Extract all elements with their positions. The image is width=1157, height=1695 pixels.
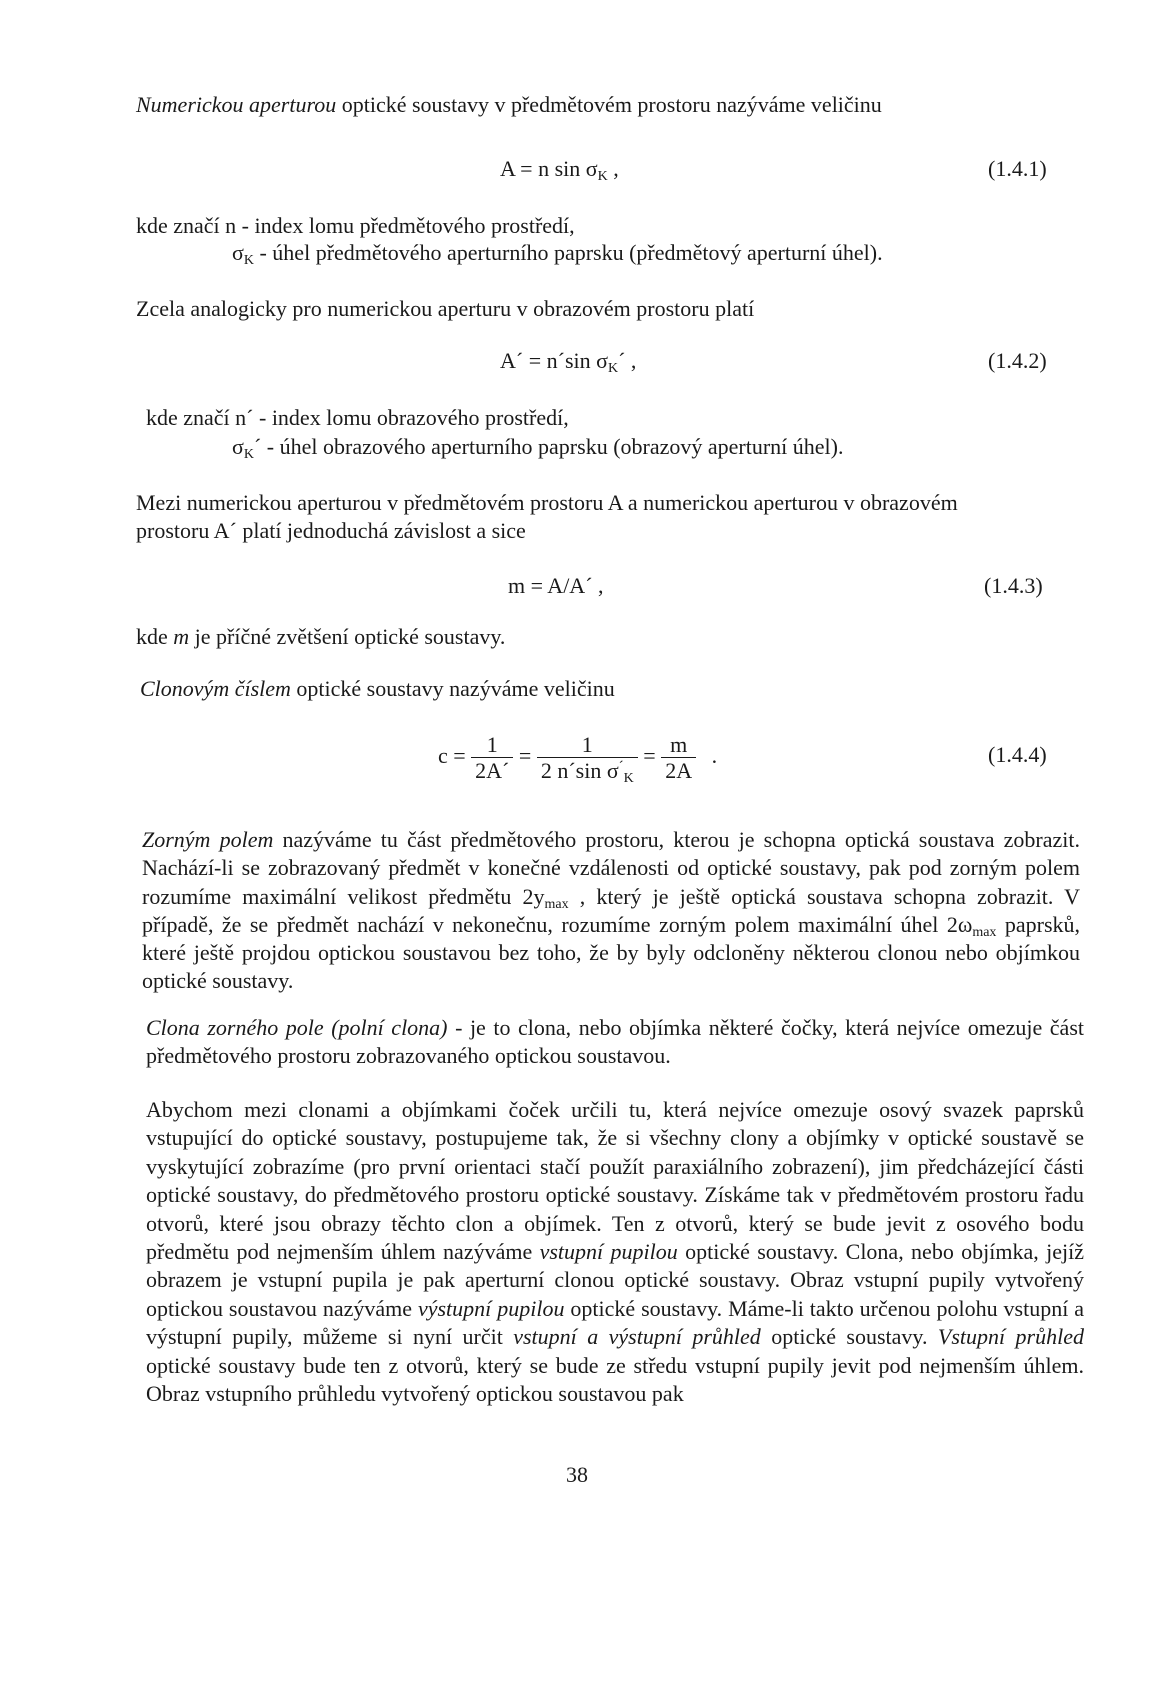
equation-1-4-1 [500, 155, 619, 184]
equals-sign: = [643, 742, 656, 768]
paragraph-text: optické soustavy nazýváme veličinu [290, 676, 615, 701]
equation-tail: . [711, 742, 718, 768]
subscript: K [623, 771, 634, 787]
term-exit-pupil: výstupní pupilou [417, 1295, 565, 1321]
where-clause-2-line-1 [146, 404, 569, 433]
equation-number-1-4-3: (1.4.3) [984, 573, 1043, 598]
where-clause-1-line-2 [232, 239, 883, 268]
subscript-max: max [544, 896, 569, 912]
paragraph-text: optické soustavy. Clona, nebo objímka, jejíž obrazem je vstupní pupila je pak aperturní clonou optické soustavy. Obraz vstupní pupily vytvořený optickou soustavou nazýváme [146, 1239, 1085, 1321]
sigma-symbol: σ [232, 240, 244, 265]
equation-expression: A´ = n´sin σ [500, 348, 608, 373]
equals-sign: = [518, 742, 532, 768]
term-numerical-aperture: Numerickou aperturou [136, 92, 337, 117]
paragraph-magnification [136, 623, 505, 652]
symbol-m: m [173, 624, 190, 649]
where-clause-2-line-2 [232, 433, 843, 462]
paragraph-pupils [146, 1096, 1084, 1408]
where-text: - úhel předmětového aperturního paprsku (předmětový aperturní úhel). [253, 240, 883, 265]
fraction-denominator: 2A [665, 758, 693, 784]
paragraph-field-stop [146, 1014, 1084, 1071]
equation-subscript: K [607, 361, 619, 376]
equation-1-4-2 [500, 347, 636, 376]
where-lead: kde značí [136, 213, 220, 238]
text: kde [136, 624, 174, 649]
paragraph-text: optické soustavy v předmětovém prostoru nazýváme veličinu [336, 92, 882, 117]
equation-lhs: c = [438, 742, 466, 768]
fraction-3 [661, 732, 696, 784]
paragraph-text: , který je ještě optická soustava schopna zobrazit. V případě, že se předmět nachází v nekonečnu, rozumíme zorným polem maximální úhel 2ω [142, 883, 1080, 937]
paragraph-numerical-aperture [136, 91, 882, 120]
equation-tail: , [607, 156, 619, 181]
equation-number-1-4-1: (1.4.1) [988, 156, 1047, 181]
equation-subscript: K [597, 169, 608, 184]
equation-number-1-4-2: (1.4.2) [988, 348, 1047, 373]
fraction-denominator: 2A´ [475, 758, 510, 784]
where-lead: kde značí [146, 405, 230, 430]
paragraph-field-of-view [142, 826, 1080, 996]
where-text: n - index lomu předmětového prostředí, [219, 213, 575, 238]
where-text: ´ - úhel obrazového aperturního paprsku (obrazový aperturní úhel). [253, 434, 844, 459]
where-clause-1-line-1 [136, 212, 575, 241]
subscript-max: max [972, 924, 997, 940]
term-f-number: Clonovým číslem [140, 676, 291, 701]
equation-1-4-4 [438, 732, 718, 787]
paragraph-text: optické soustavy. Máme-li takto určenou polohu vstupní a výstupní pupily, můžeme si nyní určit [146, 1295, 1084, 1350]
subscript: K [243, 253, 254, 268]
paragraph-text: optické soustavy. [760, 1324, 938, 1350]
fraction-numerator: m [661, 732, 696, 758]
term-entrance-exit-window: vstupní a výstupní průhled [513, 1324, 761, 1350]
fraction-numerator: 1 [537, 732, 638, 758]
equation-expression: A = n sin σ [500, 156, 598, 181]
term-entrance-pupil: vstupní pupilou [539, 1239, 678, 1265]
equation-tail: ´ , [618, 348, 637, 373]
denominator-text: 2 n´sin σ [540, 758, 619, 784]
paragraph-text: Abychom mezi clonami a objímkami čoček určili tu, která nejvíce omezuje osový svazek paprsků vstupující do optické soustavy, postupujeme tak, že si všechny clony a objímky v optické soustavě se vyskytující zobrazíme (pro první orientaci stačí použít paraxiálního zobrazení), jim předcházející části optické soustavy, do předmětového prostoru optické soustavy. Získáme tak v předmětovém prostoru řadu otvorů, které jsou obrazy těchto clon a objímek. Ten z otvorů, který se bude jevit z osového bodu předmětu pod nejmenším úhlem nazýváme [146, 1097, 1084, 1265]
fraction-2 [537, 732, 638, 787]
paragraph-text: paprsků, které ještě projdou optickou soustavou bez toho, že by byly odcloněny některou clonou nebo objímkou optické soustavy. [142, 911, 1080, 994]
fraction-1 [471, 732, 513, 784]
term-field-of-view: Zorným polem [142, 827, 274, 852]
term-field-stop: Clona zorného pole (polní clona) [146, 1015, 448, 1040]
equation-number-1-4-4: (1.4.4) [988, 742, 1047, 767]
fraction-denominator [537, 758, 638, 787]
paragraph-text: nazýváme tu část předmětového prostoru, kterou je schopna optická soustava zobrazit. Nachází-li se zobrazovaný předmět v konečné vzdálenosti od optické soustavy, pak pod zorným polem rozumíme maximální velikost předmětu 2y [142, 827, 1080, 909]
paragraph-relation-line-1: Mezi numerickou aperturou v předmětovém prostoru A a numerickou aperturou v obrazovém [136, 490, 958, 515]
paragraph-f-number [140, 675, 615, 704]
term-entrance-window: Vstupní průhled [937, 1324, 1084, 1350]
paragraph-relation-line-2: prostoru A´ platí jednoduchá závislost a sice [136, 518, 526, 543]
sigma-symbol: σ [232, 434, 244, 459]
prime-mark: ´ [618, 759, 624, 776]
subscript: K [243, 447, 254, 462]
page-number: 38 [566, 1462, 588, 1487]
paragraph-text: - je to clona, nebo objímka některé čočky, která nejvíce omezuje část předmětového prostoru zobrazovaného optickou soustavou. [146, 1015, 1084, 1069]
fraction-numerator: 1 [471, 732, 513, 758]
equation-1-4-3: m = A/A´ , [508, 573, 604, 598]
paragraph-text: optické soustavy bude ten z otvorů, který se bude ze středu vstupní pupily jevit pod nejmenším úhlem. Obraz vstupního průhledu vytvořený optickou soustavou pak [146, 1352, 1084, 1407]
paragraph-analogy: Zcela analogicky pro numerickou aperturu v obrazovém prostoru platí [136, 296, 755, 321]
text: je příčné zvětšení optické soustavy. [189, 624, 506, 649]
where-text: n´ - index lomu obrazového prostředí, [229, 405, 569, 430]
